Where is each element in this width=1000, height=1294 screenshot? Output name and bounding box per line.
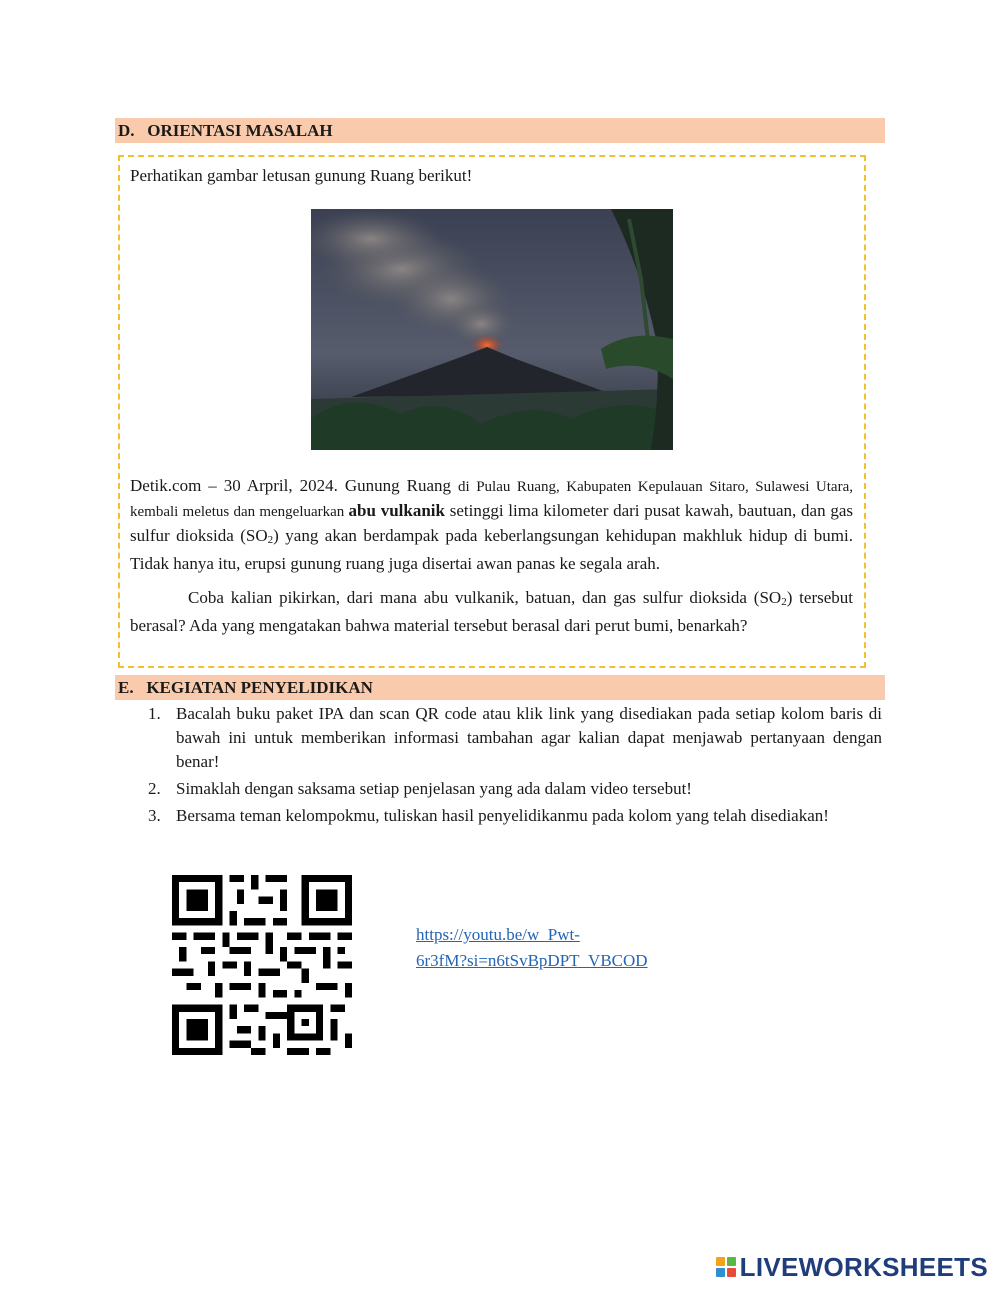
brand-text: LIVEWORKSHEETS	[739, 1251, 988, 1282]
volcano-eruption-photo	[311, 209, 673, 450]
highlight-abu-vulkanik: abu vulkanik	[348, 501, 445, 520]
steps-list	[140, 702, 882, 831]
list-item: 1. Bacalah buku paket IPA dan scan QR code atau klik link yang disediakan pada setiap kolom baris di bawah ini untuk memberikan informasi tambahan agar kalian dapat menjawab pertanyaan dengan benar!	[148, 704, 882, 771]
question-paragraph: Coba kalian pikirkan, dari mana abu vulkanik, batuan, dan gas sulfur dioksida $(SO_2)$ tersebut berasal? Ada yang mengatakan bahwa material tersebut berasal dari perut bumi, benarkah?	[130, 588, 853, 635]
brand-mark-icon	[716, 1257, 736, 1277]
section-d-heading: D. ORIENTASI MASALAH	[115, 118, 885, 143]
qr-code	[172, 875, 352, 1055]
liveworksheets-logo	[716, 1252, 988, 1282]
news-paragraph: Detik.com – 30 Arpril, 2024. Gunung Ruang di Pulau Ruang, Kabupaten Kepulauan Sitaro, Sulawesi Utara, kembali meletus dan mengeluarkan abu vulkanik setinggi lima kilometer dari pusat kawah, bautuan, dan gas sulfur dioksida $(SO_2)$ yang akan berdampak pada keberlangsungan kehidupan makhluk hidup di bumi. Tidak hanya itu, erupsi gunung ruang juga disertai awan panas ke segala arah.	[130, 476, 853, 573]
list-item: 3. Bersama teman kelompokmu, tuliskan hasil penyelidikanmu pada kolom yang telah disediakan!	[148, 806, 829, 825]
video-link[interactable]: https://youtu.be/w_Pwt- 6r3fM?si=n6tSvBpDPT_VBCOD	[416, 925, 648, 970]
section-e-heading: E. KEGIATAN PENYELIDIKAN	[115, 675, 885, 700]
intro-text: Perhatikan gambar letusan gunung Ruang berikut!	[130, 166, 473, 185]
list-item: 2. Simaklah dengan saksama setiap penjelasan yang ada dalam video tersebut!	[148, 779, 692, 798]
